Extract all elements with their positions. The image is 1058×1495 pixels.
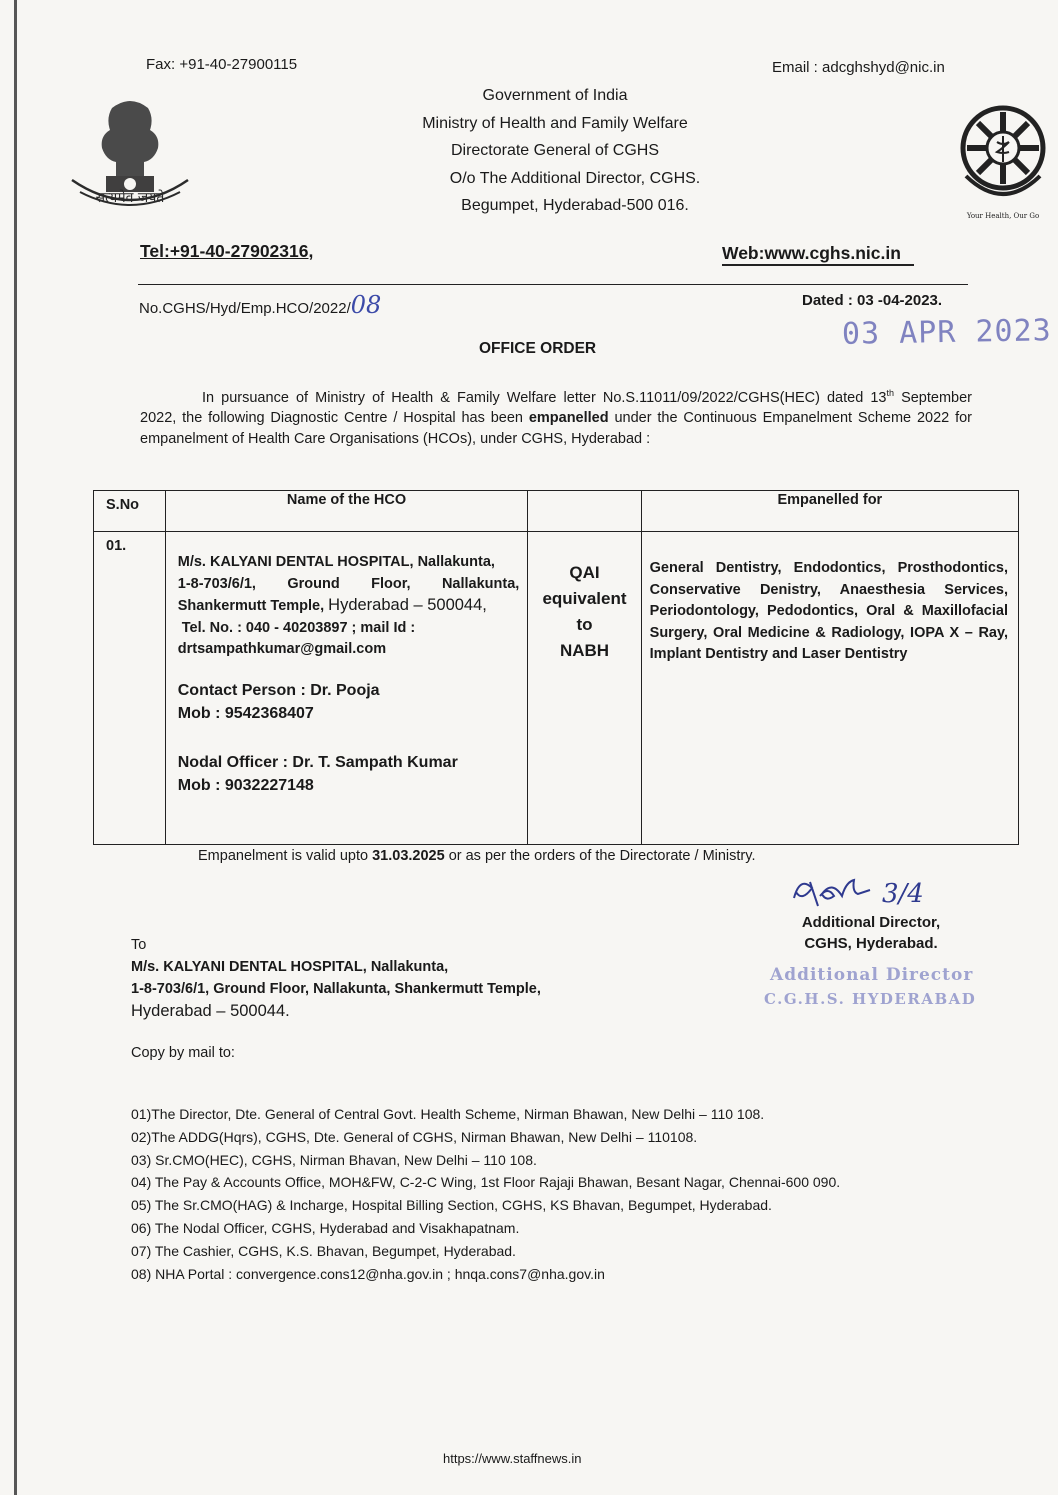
cghs-logo-caption: Your Health, Our Go (966, 212, 1040, 220)
nha-prefix: 08) NHA Portal : (131, 1265, 237, 1282)
hco-address-line-3 (178, 595, 520, 618)
emblem-motto: सत्यमेव जयते (95, 190, 165, 206)
signatory-line: Additional Director, (801, 914, 941, 931)
stamp-line: Additional Director (770, 965, 974, 985)
list-item: 02)The ADDG(Hqrs), CGHS, Dte. General of CGHS, Nirman Bhawan, New Delhi – 110108. (131, 1128, 698, 1145)
intro-text-2: September 2022, the following Diagnostic Centre / Hospital has been (140, 389, 972, 427)
qai-line: to (576, 615, 593, 634)
validity-statement (198, 848, 755, 864)
cghs-logo-icon (958, 98, 1048, 230)
addressee-block (131, 934, 541, 1022)
scan-edge (14, 0, 17, 1495)
qai-line: NABH (559, 641, 610, 660)
state-emblem-icon (62, 88, 198, 212)
copy-label: Copy by mail to: (131, 1045, 235, 1061)
contact-mobile: Mob : 9542368407 (177, 704, 314, 722)
org-line: Government of India (482, 87, 628, 104)
list-item: 05) The Sr.CMO(HAG) & Incharge, Hospital Billing Section, CGHS, KS Bhavan, Begumpet, Hyderabad. (131, 1197, 772, 1214)
hco-address-part: Shankermutt Temple, (177, 598, 329, 614)
signature-date: 3/4 (882, 879, 924, 909)
list-item-nha (131, 1263, 840, 1286)
website-underline (722, 264, 914, 266)
reference-number (139, 291, 381, 319)
hco-city: Hyderabad – 500044, (328, 596, 487, 614)
nodal-officer: Nodal Officer : Dr. T. Sampath Kumar (177, 753, 458, 771)
header-hco-name: Name of the HCO (165, 491, 528, 532)
ordinal-sup: th (886, 388, 894, 398)
nodal-mobile: Mob : 9032227148 (177, 776, 314, 794)
intro-text-1: In pursuance of Ministry of Health & Family Welfare letter No.S.11011/09/2022/CGHS(HEC) dated 13 (202, 389, 887, 406)
intro-bold-word: empanelled (528, 410, 609, 427)
list-item: 04) The Pay & Accounts Office, MOH&FW, C-2-C Wing, 1st Floor Rajaji Bhawan, Besant Nagar, Chennai-600 090. (131, 1174, 841, 1191)
signature-scribble (786, 868, 926, 918)
list-item: 03) Sr.CMO(HEC), CGHS, Nirman Bhavan, New Delhi – 110 108. (131, 1151, 537, 1168)
cell-accreditation (528, 532, 641, 845)
cell-empanelled-for: General Dentistry, Endodontics, Prosthodontics, Conservative Denistry, Anaesthesia Services, Periodontology, Pedodontics, Oral & Maxillofacial Surgery, Oral Medicine & Radiology, IOPA X – Ray, Implant Dentistry and Laser Dentistry (641, 532, 1018, 845)
signatory-title (776, 912, 966, 954)
validity-prefix: Empanelment is valid upto (198, 848, 373, 864)
stamp-line: C.G.H.S. HYDERABAD (764, 990, 977, 1008)
hco-name-line: M/s. KALYANI DENTAL HOSPITAL, Nallakunta, (177, 554, 495, 570)
nha-link-2[interactable]: hnqa.cons7@nha.gov.in (454, 1265, 605, 1282)
org-line: Ministry of Health and Family Welfare (422, 114, 688, 132)
email-address: Email : adcghshyd@nic.in (772, 59, 945, 76)
hco-address-line: 1-8-703/6/1, Ground Floor, Nallakunta, (177, 575, 520, 592)
telephone-number: Tel:+91-40-27902316, (140, 241, 314, 261)
cell-sno: 01. (94, 532, 166, 845)
intro-paragraph (140, 383, 972, 449)
to-label: To (131, 937, 147, 953)
org-line: Directorate General of CGHS (450, 142, 660, 159)
validity-suffix: or as per the orders of the Directorate / Ministry. (444, 848, 756, 864)
organisation-header (360, 82, 750, 220)
fax-number: Fax: +91-40-27900115 (146, 56, 298, 73)
list-item: 06) The Nodal Officer, CGHS, Hyderabad and Visakhapatnam. (131, 1219, 520, 1236)
website[interactable]: Web:www.cghs.nic.in (722, 243, 901, 263)
nha-link-1[interactable]: convergence.cons12@nha.gov.in (236, 1265, 444, 1282)
copy-list (131, 1103, 840, 1285)
document-title: OFFICE ORDER (479, 340, 597, 357)
hco-table (93, 490, 1019, 845)
addressee-line: 1-8-703/6/1, Ground Floor, Nallakunta, Shankermutt Temple, (131, 981, 541, 997)
addressee-line: Hyderabad – 500044. (131, 1002, 290, 1020)
qai-line: QAI (569, 563, 600, 582)
contact-person: Contact Person : Dr. Pooja (177, 681, 380, 699)
nha-separator: ; (443, 1265, 455, 1282)
org-line: Begumpet, Hyderabad-500 016. (461, 197, 689, 214)
list-item: 01)The Director, Dte. General of Central Govt. Health Scheme, Nirman Bhawan, New Delhi – 110 108. (131, 1106, 765, 1122)
table-header-row (94, 491, 1019, 532)
reference-number-text: No.CGHS/Hyd/Emp.HCO/2022/ (139, 300, 351, 317)
cell-hco-details (165, 532, 528, 845)
header-rule (138, 284, 968, 285)
official-stamp (764, 963, 976, 1011)
org-line: O/o The Additional Director, CGHS. (449, 169, 701, 187)
header-accreditation (528, 491, 641, 532)
addressee-line: M/s. KALYANI DENTAL HOSPITAL, Nallakunta, (131, 959, 449, 975)
table-row (94, 532, 1019, 845)
header-empanelled-for: Empanelled for (641, 491, 1018, 532)
intro-text-3: under the Continuous Empanelment Scheme 2022 for empanelment of Health Care Organisations (HCOs), under CGHS, Hyderabad : (140, 410, 972, 447)
received-date-stamp: 03 APR 2023 (841, 313, 1052, 352)
qai-line: equivalent (542, 589, 627, 608)
header-sno: S.No (94, 491, 166, 532)
footer-url[interactable]: https://www.staffnews.in (443, 1451, 582, 1466)
handwritten-number: 08 (350, 291, 382, 319)
order-date: Dated : 03 -04-2023. (802, 292, 943, 309)
list-item: 07) The Cashier, CGHS, K.S. Bhavan, Begumpet, Hyderabad. (131, 1242, 516, 1259)
hco-mail: drtsampathkumar@gmail.com (177, 641, 387, 657)
validity-date: 31.03.2025 (372, 848, 445, 864)
hco-telephone: Tel. No. : 040 - 40203897 ; mail Id : (181, 619, 416, 636)
signatory-line: CGHS, Hyderabad. (804, 935, 938, 952)
